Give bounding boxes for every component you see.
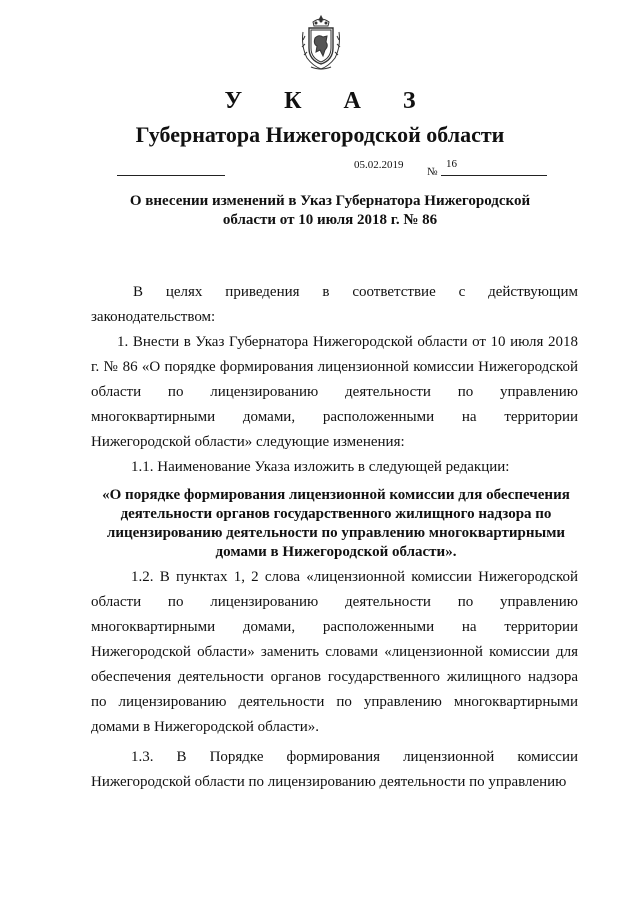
document-date: 05.02.2019 — [354, 159, 404, 171]
paragraph-1-3: 1.3. В Порядке формирования лицензионной комиссии Нижегородской области по лицензированию деятельности по управлению — [91, 749, 578, 790]
coat-of-arms-emblem — [299, 14, 343, 72]
paragraph-1-1: 1.1. Наименование Указа изложить в следующей редакции: — [131, 459, 510, 475]
paragraph-1-1-new-title: «О порядке формирования лицензионной комиссии для обеспечения деятельности органов государственного жилищного надзора по лицензированию деятельности по управлению многоквартирными домами в Нижегородской области». — [102, 487, 570, 560]
date-underline-left — [117, 175, 225, 176]
document-type-title: У К А З — [224, 88, 434, 114]
paragraph-1-2: 1.2. В пунктах 1, 2 слова «лицензионной комиссии Нижегородской области по лицензированию деятельности по управлению многоквартирными домами, расположенными на территории Нижегородской области» заменить словами «лицензионной комиссии для обеспечения деятельности органов государственного жилищного надзора по лицензированию деятельности по управлению многоквартирными домами в Нижегородской области». — [91, 569, 578, 735]
number-sign: № — [427, 166, 438, 178]
document-number: 16 — [446, 158, 457, 170]
intro-paragraph: В целях приведения в соответствие с действующим законодательством: — [91, 284, 578, 325]
paragraph-1: 1. Внести в Указ Губернатора Нижегородской области от 10 июля 2018 г. № 86 «О порядке формирования лицензионной комиссии Нижегородской области по лицензированию деятельности по управлению многоквартирными домами, расположенными на территории Нижегородской области» следующие изменения: — [91, 334, 578, 450]
document-heading: О внесении изменений в Указ Губернатора Нижегородской области от 10 июля 2018 г. № 86 — [129, 193, 531, 228]
issuer-subtitle: Губернатора Нижегородской области — [135, 122, 505, 147]
number-underline — [441, 175, 547, 176]
